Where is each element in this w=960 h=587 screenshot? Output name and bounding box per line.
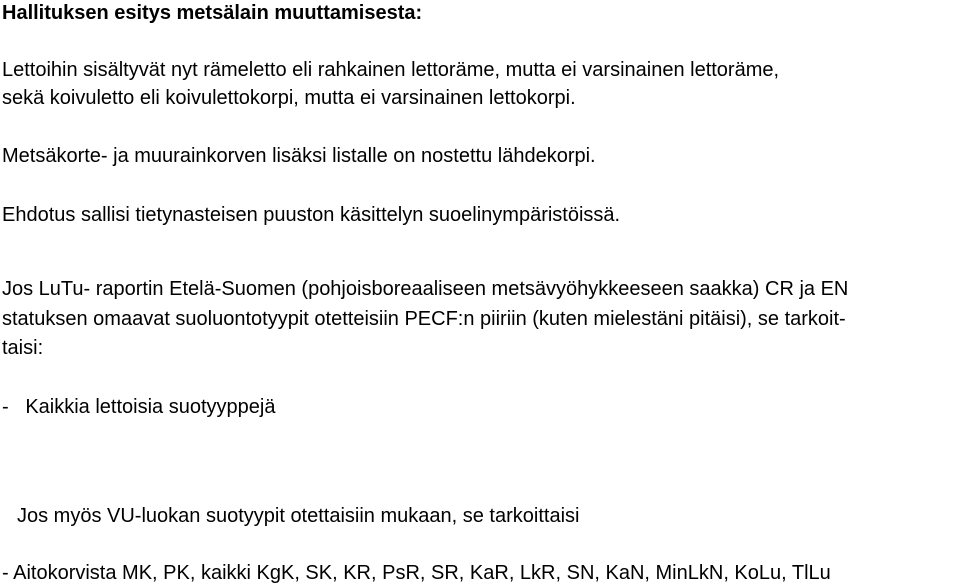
list-item: - Kaikkia lettoisia suotyyppejä <box>2 396 276 418</box>
paragraph-line: Jos LuTu- raportin Etelä-Suomen (pohjoisboreaaliseen metsävyöhykkeeseen saakka) CR ja EN <box>2 278 849 300</box>
paragraph-line: sekä koivuletto eli koivulettokorpi, mutta ei varsinainen lettokorpi. <box>2 87 576 109</box>
paragraph-line: Metsäkorte- ja muurainkorven lisäksi listalle on nostettu lähdekorpi. <box>2 145 596 167</box>
document-title: Hallituksen esitys metsälain muuttamisesta: <box>2 2 423 24</box>
paragraph-line: taisi: <box>2 337 44 359</box>
paragraph-line: Jos myös VU-luokan suotyypit otettaisiin mukaan, se tarkoittaisi <box>17 505 580 527</box>
paragraph-line: statuksen omaavat suoluontotyypit otetteisiin PECF:n piiriin (kuten mielestäni pitäisi), se tarkoit- <box>2 308 846 330</box>
paragraph-line: Lettoihin sisältyvät nyt rämeletto eli rahkainen lettoräme, mutta ei varsinainen lettoräme, <box>2 59 780 81</box>
list-item: - Aitokorvista MK, PK, kaikki KgK, SK, KR, PsR, SR, KaR, LkR, SN, KaN, MinLkN, KoLu, TlLu <box>2 562 831 584</box>
paragraph-line: Ehdotus sallisi tietynasteisen puuston käsittelyn suoelinympäristöissä. <box>2 204 621 226</box>
